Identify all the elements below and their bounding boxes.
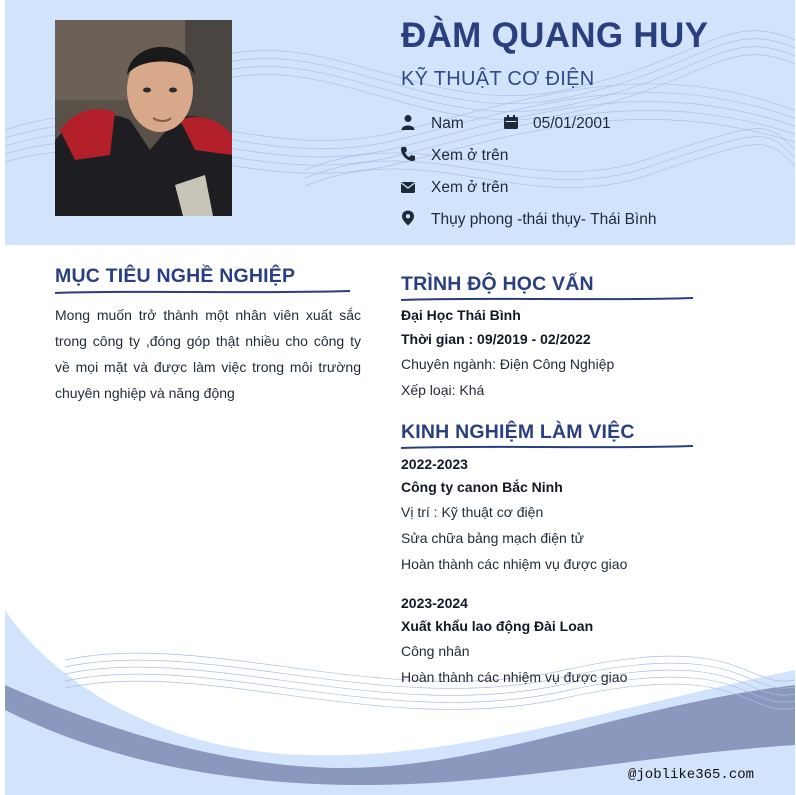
job-detail: Hoàn thành các nhiệm vụ được giao — [401, 669, 628, 685]
envelope-icon — [400, 179, 416, 195]
education-underline — [401, 295, 693, 303]
education-school: Đại Học Thái Bình — [401, 307, 521, 323]
watermark: @joblike365.com — [628, 767, 755, 783]
avatar — [55, 20, 232, 216]
candidate-name: ĐÀM QUANG HUY — [401, 16, 709, 55]
gender-value: Nam — [431, 115, 464, 132]
user-icon — [400, 114, 416, 130]
profile-photo — [55, 20, 232, 216]
experience-underline — [401, 443, 693, 451]
email-value: Xem ở trên — [431, 179, 509, 196]
education-grade: Xếp loại: Khá — [401, 382, 485, 398]
experience-heading: KINH NGHIỆM LÀM VIỆC — [401, 421, 635, 443]
job-detail: Sửa chữa bảng mạch điện tử — [401, 530, 584, 546]
education-period: Thời gian : 09/2019 - 02/2022 — [401, 331, 591, 347]
job-company: Công ty canon Bắc Ninh — [401, 479, 563, 495]
job-detail: Hoàn thành các nhiệm vụ được giao — [401, 556, 628, 572]
phone-icon — [400, 146, 416, 162]
job-detail: Công nhân — [401, 643, 470, 659]
calendar-icon — [503, 114, 519, 130]
education-major: Chuyên ngành: Điện Công Nghiệp — [401, 356, 615, 372]
footer-wave-decoration — [5, 560, 795, 795]
job-years: 2023-2024 — [401, 595, 468, 611]
job-title: KỸ THUẬT CƠ ĐIỆN — [401, 68, 595, 90]
education-heading: TRÌNH ĐỘ HỌC VẤN — [401, 273, 594, 295]
objective-heading: MỤC TIÊU NGHỀ NGHIỆP — [55, 265, 296, 287]
address-value: Thụy phong -thái thụy- Thái Bình — [431, 211, 657, 228]
objective-underline — [55, 288, 350, 296]
birthdate-value: 05/01/2001 — [533, 115, 611, 132]
objective-text: Mong muốn trở thành một nhân viên xuất sắc trong công ty ,đóng góp thật nhiều cho công ty về mọi mặt và được làm việc trong môi trường chuyên nghiệp và năng động — [55, 307, 361, 401]
map-pin-icon — [400, 210, 416, 226]
phone-value: Xem ở trên — [431, 147, 509, 164]
job-years: 2022-2023 — [401, 456, 468, 472]
job-detail: Vị trí : Kỹ thuật cơ điện — [401, 504, 544, 520]
job-company: Xuất khẩu lao động Đài Loan — [401, 618, 594, 634]
